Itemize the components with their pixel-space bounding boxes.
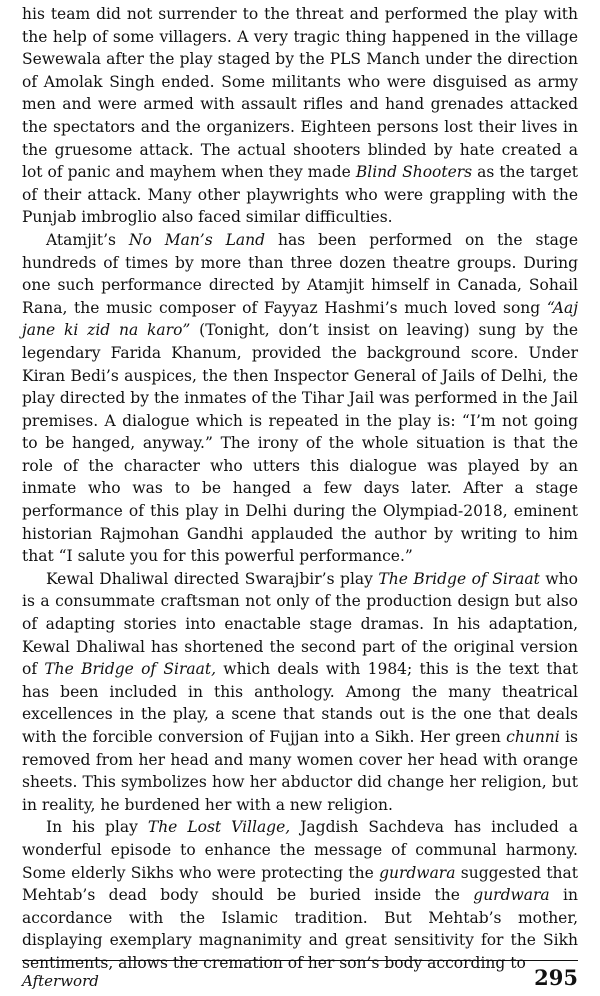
text-segment: (Tonight, don’t insist on leaving) sung by the legendary Farida Khanum, provided the background score. Under Kiran Bedi’s auspices, the then Inspector General of Jails of Delhi, the play directed by the inmates of the Tihar Jail was performed in the Jail premises. A dialogue which is repeated in the play is: “I’m not going to be hanged, anyway.” The irony of the whole situation is that the role of the character who utters this dialogue was played by an inmate who was to be hanged a few days later. After a stage performance of this play in Delhi during the Olympiad-2018, eminent historian Rajmohan Gandhi applauded the author by writing to him that “I salute you for this powerful performance.” [22, 321, 578, 566]
paragraph [22, 3, 578, 229]
text-segment: suggested that Mehtab’s dead body should be buried inside the [22, 863, 578, 905]
italic-text: The Bridge of Siraat [378, 569, 540, 588]
page-footer [22, 964, 578, 990]
paragraph [22, 816, 578, 974]
text-segment: Atamjit’s [46, 230, 129, 249]
italic-text: “Aaj jane ki zid na karo” [22, 298, 578, 340]
footer-rule [22, 960, 578, 961]
text-segment: has been performed on the stage hundreds of times by more than three dozen theatre groups. During one such performance directed by Atamjit himself in Canada, Sohail Rana, the music composer of Fayyaz Hashmi’s much loved song [22, 230, 578, 317]
italic-text: chunni [506, 728, 560, 746]
text-segment: as the target of their attack. Many other playwrights who were grappling with the Punjab imbroglio also faced similar difficulties. [22, 163, 579, 227]
text-segment: Kewal Dhaliwal directed Swarajbir’s play [46, 569, 379, 588]
text-segment: Jagdish Sachdeva has included a wonderful episode to enhance the message of communal harmony. Some elderly Sikhs who were protecting the [22, 818, 578, 882]
italic-text: The Bridge of Siraat, [44, 660, 217, 679]
paragraph [22, 229, 578, 568]
page-body [22, 3, 578, 975]
italic-text: gurdwara [473, 886, 550, 905]
italic-text: No Man’s Land [128, 230, 266, 249]
text-segment: his team did not surrender to the threat and performed the play with the help of some villagers. A very tragic thing happened in the village Sewewala after the play staged by the PLS Manch under the direction of Amolak Singh ended. Some militants who were disguised as army men and were armed with assault rifles and hand grenades attacked the spectators and the organizers. Eighteen persons lost their lives in the gruesome attack. The actual shooters blinded by hate created a lot of panic and mayhem when they made [22, 5, 578, 182]
italic-text: Blind Shooters [355, 163, 473, 182]
text-segment: which deals with 1984; this is the text that has been included in this anthology. Among the many theatrical excellences in the play, a scene that stands out is the one that deals with the forcible conversion of Fujjan into a Sikh. Her green [22, 660, 578, 746]
paragraph [22, 568, 578, 817]
italic-text: The Lost Village, [147, 818, 291, 837]
text-segment: is removed from her head and many women cover her head with orange sheets. This symbolizes how her abductor did change her religion, but in reality, he burdened her with a new religion. [22, 728, 578, 814]
page-number: 295 [534, 965, 578, 990]
running-footer-section: Afterword [22, 972, 99, 990]
text-segment: In his play [46, 818, 148, 837]
text-segment: who is a consummate craftsman not only of the production design but also of adapting stories into enactable stage dramas. In his adaptation, Kewal Dhaliwal has shortened the second part of the original version of [22, 569, 578, 679]
italic-text: gurdwara [379, 863, 456, 882]
text-segment: in accordance with the Islamic tradition. But Mehtab’s mother, displaying exemplary magnanimity and great sensitivity for the Sikh sentiments, allows the cremation of her son’s body according to [22, 886, 578, 972]
